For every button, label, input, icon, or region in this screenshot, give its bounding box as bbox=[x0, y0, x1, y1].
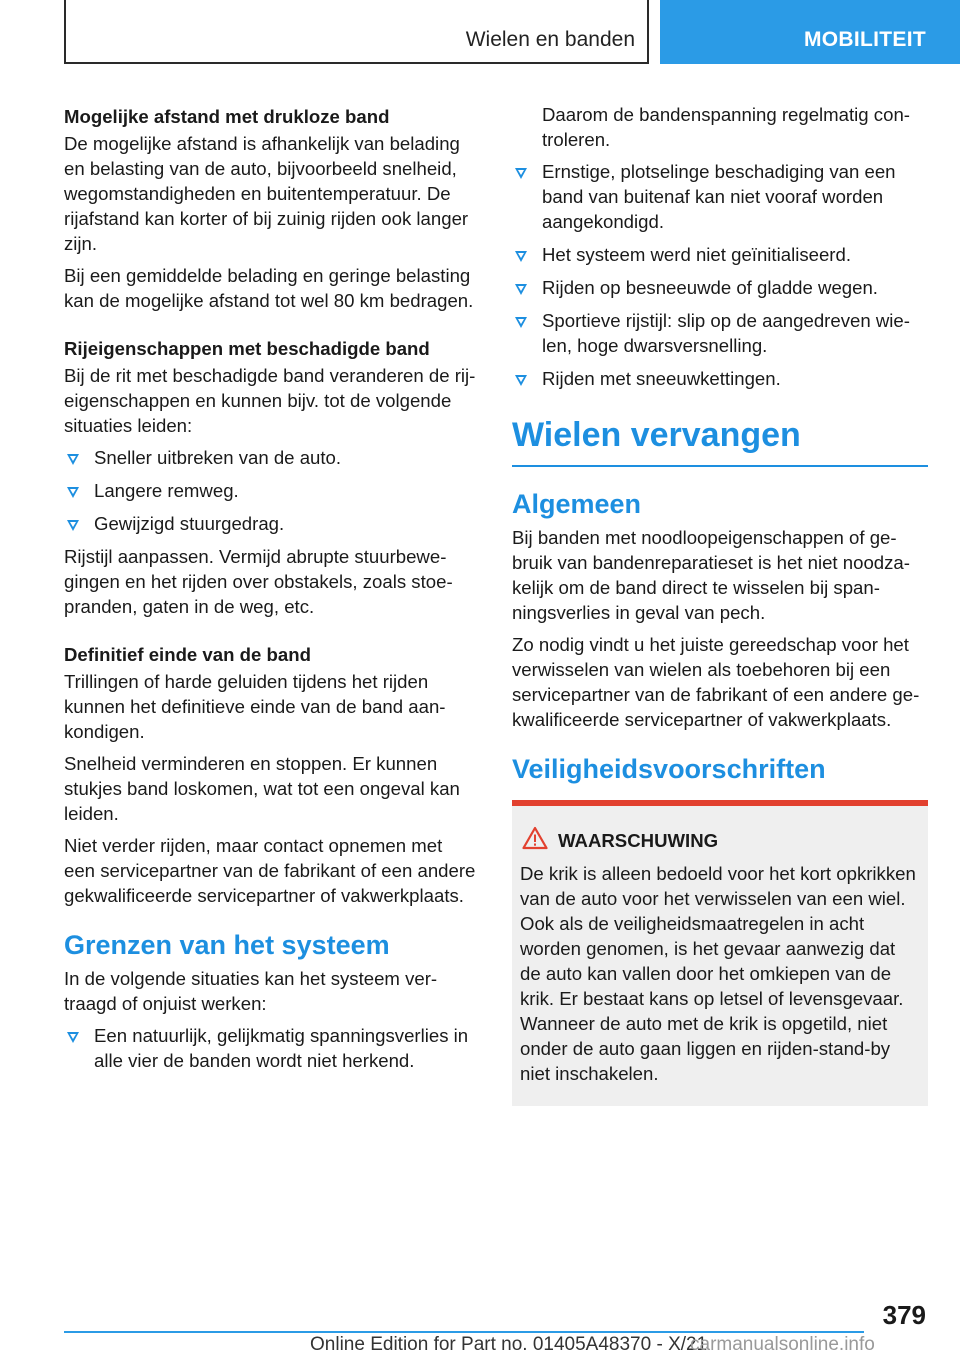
paragraph: Rijstijl aanpassen. Vermijd abrupte stuurbewegingen en het rijden over obstakels, zoals stoepranden, gaten in de weg, etc. bbox=[64, 546, 453, 617]
heading-grenzen: Grenzen van het systeem bbox=[64, 930, 390, 960]
list-item: Een natuurlijk, gelijkmatig spanningsverlies in alle vier de banden wordt niet herkend. bbox=[64, 1023, 477, 1073]
list-item: Sportieve rijstijl: slip op de aangedreven wielen, hoge dwarsversnelling. bbox=[512, 308, 928, 358]
paragraph: Niet verder rijden, maar contact opnemen met een servicepartner van de fabrikant of een andere gekwalificeerde servicepartner of vakwerkplaats. bbox=[64, 835, 476, 906]
warning-box bbox=[512, 800, 928, 1106]
paragraph: Bij de rit met beschadigde band veranderen de rij-eigenschappen en kunnen bijv. tot de volgende situaties leiden: bbox=[64, 365, 476, 436]
list-item: Rijden op besneeuwde of gladde wegen. bbox=[512, 275, 928, 300]
heading-wielen-vervangen: Wielen vervangen bbox=[512, 413, 928, 467]
left-column bbox=[64, 104, 477, 1081]
triangle-bullet-icon bbox=[67, 1032, 79, 1043]
list-item: Sneller uitbreken van de auto. bbox=[64, 445, 477, 470]
bullet-list bbox=[512, 159, 928, 391]
triangle-bullet-icon bbox=[515, 168, 527, 179]
bullet-list bbox=[64, 445, 477, 536]
list-item: Langere remweg. bbox=[64, 478, 477, 503]
triangle-bullet-icon bbox=[515, 317, 527, 328]
heading-algemeen: Algemeen bbox=[512, 489, 642, 519]
header-section-box bbox=[64, 0, 649, 64]
header-chapter-tab bbox=[660, 0, 960, 64]
list-item: Ernstige, plotselinge beschadiging van een band van buitenaf kan niet vooraf worden aangekondigd. bbox=[512, 159, 928, 234]
right-column bbox=[512, 102, 928, 1106]
triangle-bullet-icon bbox=[515, 375, 527, 386]
heading-veiligheid: Veiligheidsvoorschriften bbox=[512, 754, 826, 784]
footer-rule bbox=[64, 1331, 864, 1333]
paragraph: Bij banden met noodloopeigenschappen of gebruik van bandenreparatieset is het niet noodzakelijk om de band direct te wisselen bij spanningsverlies in geval van pech. bbox=[512, 527, 910, 623]
paragraph: Bij een gemiddelde belading en geringe belasting kan de mogelijke afstand tot wel 80 km bedragen. bbox=[64, 265, 474, 311]
bullet-list bbox=[64, 1023, 477, 1073]
paragraph: Zo nodig vindt u het juiste gereedschap voor het verwisselen van wielen als toebehoren bij een servicepartner van de fabrikant of een andere gekwalificeerde servicepartner of vakwerkplaats. bbox=[512, 634, 920, 730]
triangle-bullet-icon bbox=[67, 487, 79, 498]
watermark: carmanualsonline.info bbox=[690, 1334, 875, 1355]
paragraph: In de volgende situaties kan het systeem vertraagd of onjuist werken: bbox=[64, 968, 438, 1014]
triangle-bullet-icon bbox=[67, 454, 79, 465]
footer-edition: Online Edition for Part no. 01405A48370 - X/21 bbox=[310, 1334, 708, 1355]
paragraph: Trillingen of harde geluiden tijdens het rijden kunnen het definitieve einde van de band aankondigen. bbox=[64, 671, 446, 742]
header-section-title: Wielen en banden bbox=[465, 28, 635, 51]
header-chapter-title: MOBILITEIT bbox=[804, 28, 926, 51]
heading-rijeigenschappen: Rijeigenschappen met beschadigde band bbox=[64, 338, 430, 359]
paragraph: Snelheid verminderen en stoppen. Er kunnen stukjes band loskomen, wat tot een ongeval kan leiden. bbox=[64, 753, 460, 824]
heading-afstand: Mogelijke afstand met drukloze band bbox=[64, 106, 390, 127]
page-number: 379 bbox=[882, 1300, 926, 1330]
list-item: Rijden met sneeuwkettingen. bbox=[512, 366, 928, 391]
warning-triangle-icon bbox=[522, 826, 548, 856]
paragraph: De mogelijke afstand is afhankelijk van belading en belasting van de auto, bijvoorbeeld snelheid, wegomstandigheden en buitentemperatuur. De rijafstand kan korter of bij zuinig rijden ook langer zijn. bbox=[64, 133, 469, 254]
triangle-bullet-icon bbox=[67, 520, 79, 531]
triangle-bullet-icon bbox=[515, 284, 527, 295]
triangle-bullet-icon bbox=[515, 251, 527, 262]
warning-text: De krik is alleen bedoeld voor het kort opkrikken van de auto voor het verwisselen van een wiel. Ook als de veiligheidsmaatregelen in acht worden genomen, is het gevaar aanwezig dat de auto kan vallen door het omkiepen van de krik. Er bestaat kans op letsel of levensgevaar. Wanneer de auto met de krik is opgetild, niet onder de auto gaan liggen en rijden-stand-by niet inschakelen. bbox=[520, 863, 916, 1084]
warning-title: WAARSCHUWING bbox=[520, 828, 920, 853]
list-item: Gewijzigd stuurgedrag. bbox=[64, 511, 477, 536]
heading-einde: Definitief einde van de band bbox=[64, 644, 311, 665]
continued-list-text: Daarom de bandenspanning regelmatig controleren. bbox=[542, 104, 910, 150]
list-item: Het systeem werd niet geïnitialiseerd. bbox=[512, 242, 928, 267]
